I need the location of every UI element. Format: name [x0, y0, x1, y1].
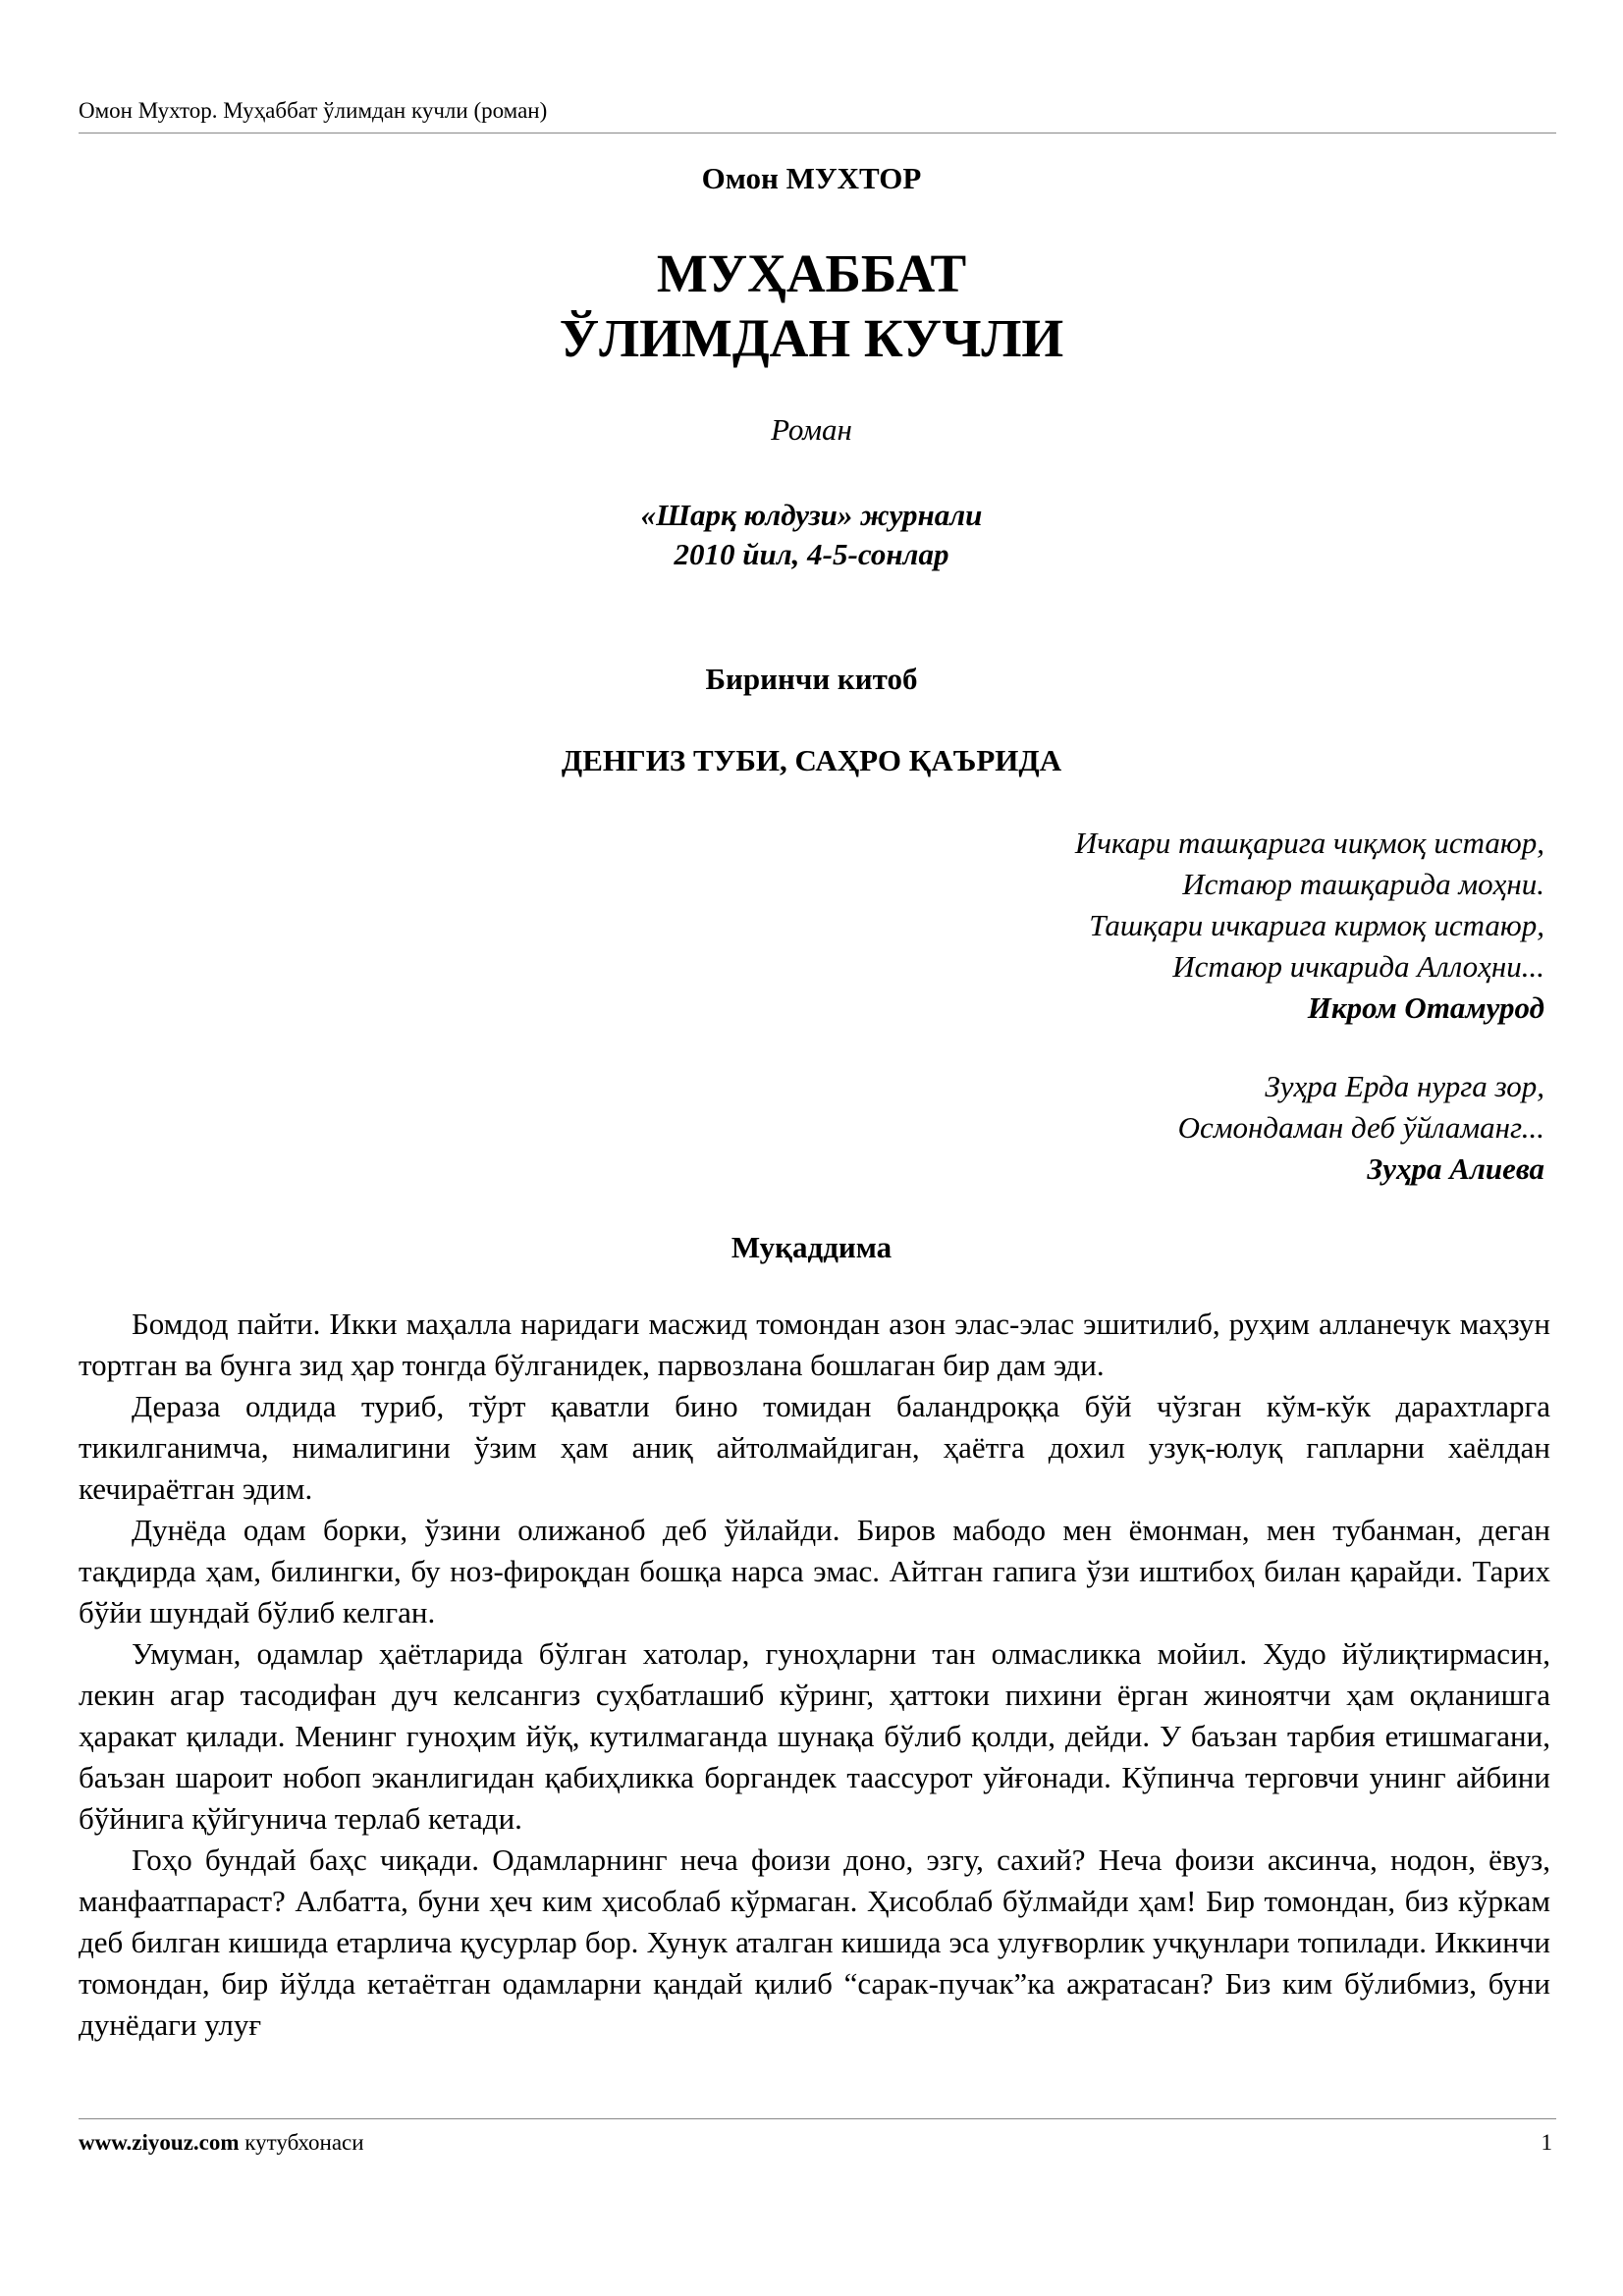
page-number: 1	[1541, 2130, 1552, 2155]
paragraph: Дунёда одам борки, ўзини олижаноб деб ўйлайди. Биров мабодо мен ёмонман, мен тубанман, деган тақдирда ҳам, билингки, бу ноз-фироқдан бошқа нарса эмас. Айтган гапига ўзи иштибоҳ билан қарайди. Тарих бўйи шундай бўлиб келган.	[79, 1513, 1550, 1629]
paragraph: Бомдод пайти. Икки маҳалла наридаги масжид томондан азон элас-элас эшитилиб, руҳим алланечук маҳзун тортган ва бунга зид ҳар тонгда бўлганидек, парвозлана бошлаган бир дам эди.	[79, 1307, 1550, 1382]
footer-divider	[79, 2118, 1556, 2119]
epigraph-line: Истаюр ичкарида Аллоҳни...	[1172, 949, 1544, 984]
epigraph	[1178, 1066, 1544, 1190]
book-title	[0, 241, 1623, 371]
paragraph: Умуман, одамлар ҳаётларида бўлган хатолар, гуноҳларни тан олмасликка мойил. Худо йўлиқтирмасин, лекин агар тасодифан дуч келсангиз суҳбатлашиб кўринг, ҳаттоки пихини ёрган жиноятчи ҳам оқланишга ҳаракат қилади. Менинг гуноҳим йўқ, кутилмаганда шунақа бўлиб қолди, дейди. У баъзан тарбия етишмагани, баъзан шароит нобоп эканлигидан қабиҳликка боргандек таассурот уйғонади. Кўпинча терговчи унинг айбини бўйнига қўйгунича терлаб кетади.	[79, 1636, 1550, 1836]
body-text	[79, 1304, 1550, 2046]
book-title-line-2: ЎЛИМДАН КУЧЛИ	[559, 308, 1064, 368]
publication-source	[0, 496, 1623, 574]
book-title-line-1: МУҲАББАТ	[656, 243, 967, 303]
epigraph-line: Ичкари ташқарига чиқмоқ истаюр,	[1074, 826, 1544, 860]
epigraph	[1075, 823, 1544, 1029]
epigraph-attribution: Икром Отамурод	[1307, 990, 1544, 1025]
paragraph: Гоҳо бундай баҳс чиқади. Одамларнинг неча фоизи доно, эзгу, сахий? Неча фоизи аксинча, нодон, ёвуз, манфаатпараст? Албатта, буни ҳеч ким ҳисоблаб кўрмаган. Ҳисоблаб бўлмайди ҳам! Бир томондан, биз кўркам деб билган кишида етарлича қусурлар бор. Хунук аталган кишида эса улуғворлик учқунлари топилади. Иккинчи томондан, бир йўлда кетаётган одамларни қандай қилиб “сарак-пучак”ка ажратасан? Биз ким бўлибмиз, буни дунёдаги улуғ	[79, 1842, 1550, 2042]
footer-site-link[interactable]: www.ziyouz.com	[79, 2130, 240, 2155]
paragraph: Дераза олдида туриб, тўрт қаватли бино томидан баландроққа бўй чўзган кўм-кўк дарахтларга тикилганимча, нималигини ўзим ҳам аниқ айтолмайдиган, ҳаётга дохил узуқ-юлуқ гапларни хаёлдан кечираётган эдим.	[79, 1389, 1550, 1506]
author-name: Омон МУХТОР	[701, 161, 922, 195]
source-issue: 2010 йил, 4-5-сонлар	[674, 537, 949, 571]
epigraph-line: Зуҳра Ерда нурга зор,	[1265, 1069, 1544, 1103]
epigraph-line: Истаюр ташқарида моҳни.	[1182, 867, 1544, 901]
genre-label: Роман	[771, 412, 852, 447]
footer	[79, 2130, 364, 2156]
section-heading: Муқаддима	[730, 1230, 893, 1264]
part-title: ДЕНГИЗ ТУБИ, САҲРО ҚАЪРИДА	[561, 743, 1062, 777]
source-journal: «Шарқ юлдузи» журнали	[640, 498, 983, 532]
epigraph-attribution: Зуҳра Алиева	[1367, 1151, 1544, 1186]
running-header: Омон Мухтор. Муҳаббат ўлимдан кучли (роман)	[79, 98, 548, 123]
book-number: Биринчи китоб	[705, 662, 918, 696]
epigraph-line: Осмондаман деб ўйламанг...	[1177, 1110, 1544, 1145]
footer-library-label: кутубхонаси	[239, 2130, 364, 2155]
epigraph-line: Ташқари ичкарига кирмоқ истаюр,	[1089, 908, 1544, 942]
